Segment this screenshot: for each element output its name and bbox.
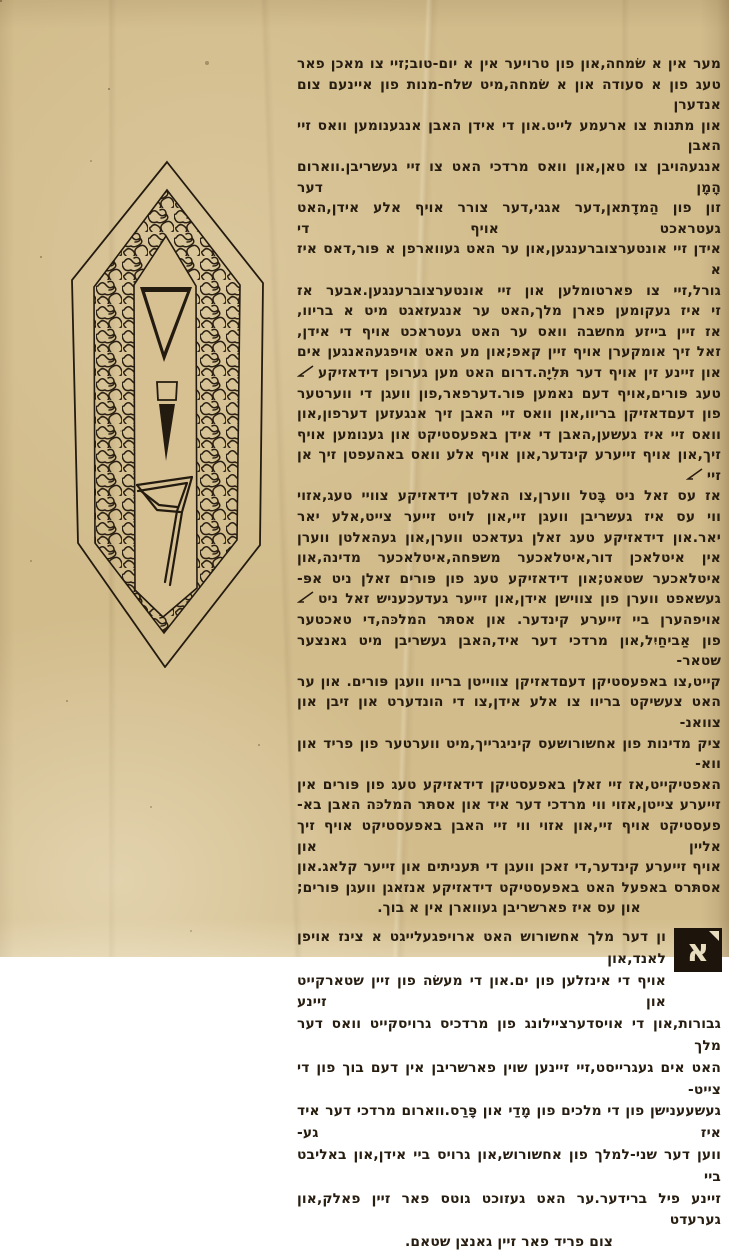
text-line: גורל,זיי צו פארטומלען און זיי אונטערצוברענגען.אבער אז: [297, 282, 721, 299]
text-line: אז עס זאל ניט בָּטל ווערן,צו האלטן דידאזיקע צוויי טעג,אזוי: [297, 488, 721, 505]
text-line: געשאפט ווערן פון צווישן אידן,און זייער געדעכעניש זאל ניט: [297, 589, 721, 610]
continuation-hook-icon: [297, 591, 314, 603]
text-line: געשעענישן פון די מלכים פון מָדַי און פָּרַס.ווארום מרדכי דער איד איז גע-: [297, 1103, 721, 1142]
text-line: מער אין א שׂמחה,און פון טרויער אין א יום-טוב;זיי צו מאכן פאר: [297, 56, 721, 72]
text-line: אנגעהויבן צו טאן,און וואס מרדכי האט צו זיי געשריבן.ווארום הָמָן דער: [297, 158, 721, 196]
text-line: קייט,צו באפעסטיקן דעםדאזיקן צווייטן בריוו וועגן פּורים. און ער: [297, 673, 721, 690]
text-line: זיך,און אויף זייערע קינדער,און אויף אלע וואס באהעפטן זיך אן זיי: [297, 447, 721, 484]
text-line: זאל זיך אומקערן אויף זיין קאפ;און מע האט אויפגעהאנגען אים: [297, 344, 721, 361]
text-line: פון אַביחַיִל,און מרדכי דער איד,האבן געשריבן מיט גאנצער שטאר-: [297, 632, 721, 670]
paragraph-esther-10: [297, 927, 721, 1254]
text-line: יאר.און דידאזיקע טעג זאלן געדאכט ווערן,און געהאלטן ווערן: [297, 529, 721, 546]
text-line: האט אים געגרייסט,זיי זיינען שוין פארשריבן אין דעם בוך פון די צייט-: [297, 1059, 721, 1098]
text-line: פון דעםדאזיקן בריוו,און וואס זיי האבן זיך אנגעזען דערפון,און: [297, 406, 721, 423]
text-line: זי איז געקומען פארן מלך,האט ער אנגעזאגט מיט א בריוו,: [297, 303, 721, 320]
continuation-hook-icon: [686, 468, 703, 480]
text-line: טעג פון א סעודה און א שׂמחה,מיט שלח-מנות פון איינעם צום אנדערן: [297, 76, 721, 114]
text-line: וואס זיי איז געשען,האבן די אידן באפעסטיקט און גענומען אויף: [297, 426, 721, 443]
hexagonal-emblem-icon: [70, 160, 265, 668]
text-line: און עס איז פארשריבן געווארן אין א בוך.: [377, 900, 641, 917]
paper-specks: [0, 0, 2, 2]
text-line: ציק מדינות פון אחשורושעס קיניגרייך,מיט ווערטער פון פריד און ווא-: [297, 735, 721, 773]
text-line: און מתנות צו ארעמע לייט.און די אידן האבן אנגענומען וואס זיי האבן: [297, 117, 721, 155]
text-line: אין איטלאכן דור,איטלאכער משפּחה,איטלאכער מדינה,און: [297, 550, 721, 567]
text-line: צום פריד פאר זיין גאנצן שטאם.: [404, 1234, 613, 1251]
continuation-hook-icon: [297, 365, 314, 377]
text-line: אויף די אינזלען פון ים.און די מעשׂה פון זיין שטארקייט און זיינע: [297, 972, 666, 1011]
text-line: אויף זייערע קינדער,די זאכן וועגן די תּעניתים און זייער קלאג.און: [297, 859, 721, 876]
text-line: זון פון הַמדָתאן,דער אגגי,דער צורר אויף אלע אידן,האט געטראכט אויף די: [297, 200, 721, 237]
paragraph-esther-9: [297, 54, 721, 919]
text-line: ווען דער שני-למלך פון אחשורוש,און גרויס ביי אידן,און באליבט ביי: [297, 1146, 721, 1185]
text-line: איטלאכער שטאט;און דידאזיקע טעג פון פּורים זאלן ניט אפּ-: [297, 570, 721, 587]
drop-cap-aleph: א: [675, 929, 721, 971]
text-line: אויפהערן ביי זייערע קינדער. און אסתּר המלכּה,די טאכטער: [297, 612, 721, 629]
text-line: און זיינע זין אויף דער תּלִיָה.דרום האט מען גערופן דידאזיקע: [297, 363, 721, 384]
text-line: אסתּרס באפעל האט באפעסטיקט דידאזיקע אנזאגן וועגן פּורים;: [297, 879, 721, 896]
text-line: ון דער מלך אחשורוש האט ארויפגעלייגט א צינז אויפן לאנד,און: [297, 928, 666, 967]
text-line: זיינע פיל ברידער.ער האט געזוכט גוטס פאר זיין פאלק,און גערעדט: [297, 1190, 721, 1229]
text-line: זייערע צייטן,אזוי ווי מרדכי דער איד און אסתּר המלכּה האבן בא-: [297, 797, 721, 814]
text-line: האפטיקייט,אז זיי זאלן באפעסטיקן דידאזיקע טעג פון פּורים אין: [297, 776, 721, 793]
text-line: אידן זיי אונטערצוברענגען,און ער האט געווארפן א פּור,דאס איז א: [297, 241, 721, 278]
text-line: טעג פּורים,אויף דעם נאמען פּור.דערפאר,פון וועגן די ווערטער: [297, 385, 721, 402]
text-column: [297, 54, 721, 1254]
text-line: אז זיין בייזע מחשבה וואס ער האט געטראכט אויף די אידן,: [297, 323, 721, 340]
text-line: ווי עס איז געשריבן וועגן זיי,און לויט זייער צייט,אלע יאר: [297, 509, 721, 526]
text-line: גבורות,און די אויסדערציילונג פון מרדכיס גרויסקייט וואס דער מלך: [297, 1016, 721, 1054]
text-line: האט צעשיקט בריוו צו אלע אידן,צו די הונדערט און זיבן און צוואנ-: [297, 694, 721, 731]
text-line: פעסטיקט אויף זיי,און אזוי ווי זיי האבן באפעסטיקט אויף זיך אליין און: [297, 817, 721, 855]
